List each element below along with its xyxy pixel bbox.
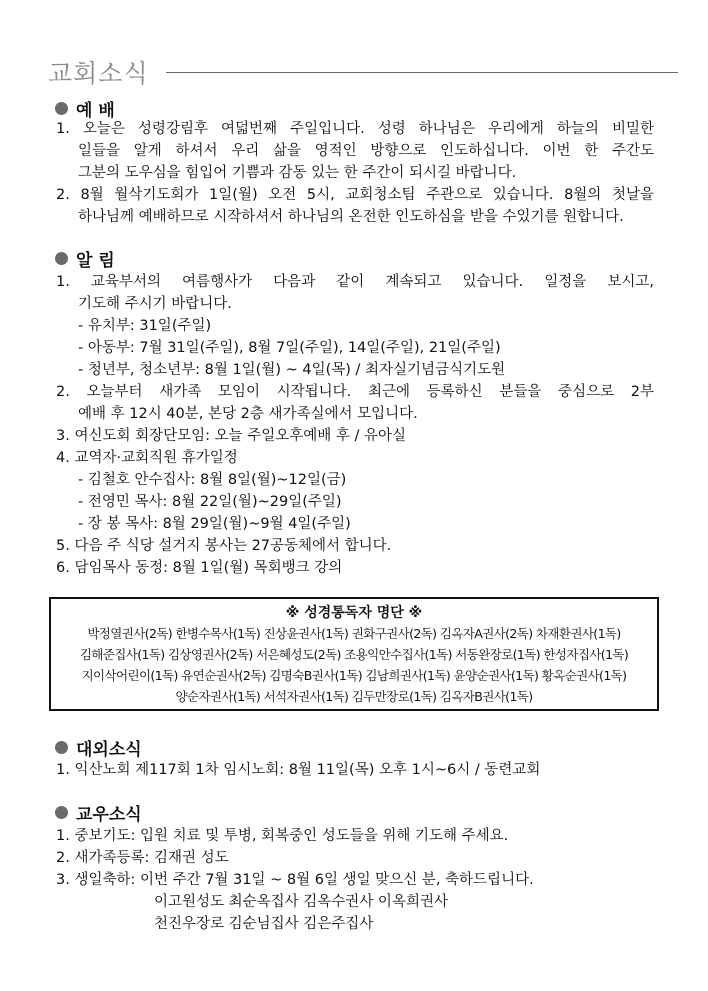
list-item: 1. 중보기도: 입원 치료 및 투병, 회복중인 성도들을 위해 기도해 주세요. [56, 828, 509, 844]
worship-list [56, 118, 654, 228]
notices-list [56, 271, 654, 579]
roster-title: ※ 성경통독자 명단 ※ [285, 605, 423, 621]
list-item: 5. 다음 주 식당 설거지 봉사는 27공동체에서 합니다. [56, 538, 392, 554]
list-item: - 전영민 목사: 8월 22일(월)~29일(주일) [78, 494, 342, 510]
list-item: 2. 새가족등록: 김재권 성도 [56, 850, 229, 866]
birthday-names: 이고원성도 최순옥집사 김옥수권사 이옥희권사 [154, 894, 448, 910]
page-title: 교회소식 [48, 59, 149, 88]
list-item: 하나님께 예배하므로 시작하셔서 하나님의 온전한 인도하심을 받을 수있기를 원합니다. [78, 209, 624, 225]
bullet-icon [55, 806, 68, 819]
list-item: - 장 봉 목사: 8월 29일(월)~9월 4일(주일) [78, 516, 351, 532]
list-item: 그분의 도우심을 힘입어 기쁨과 감동 있는 한 주간이 되시길 바랍니다. [78, 165, 517, 181]
list-item: 1. 교육부서의 여름행사가 다음과 같이 계속되고 있습니다. 일정을 보시고, [56, 274, 654, 290]
bullet-icon [55, 741, 68, 754]
list-item: 2. 오늘부터 새가족 모임이 시작됩니다. 최근에 등록하신 분들을 중심으로 2부 [56, 384, 654, 400]
header-divider [166, 72, 678, 73]
list-item: 4. 교역자·교회직원 휴가일정 [56, 450, 238, 466]
list-item: 1. 오늘은 성령강림후 여덟번째 주일입니다. 성령 하나님은 우리에게 하늘의 비밀한 [56, 121, 654, 137]
section-heading-external [55, 735, 142, 760]
list-item: 6. 담임목사 동정: 8월 1일(월) 목회뱅크 강의 [56, 560, 343, 576]
roster-row: 지이삭어린이(1독) 유연순권사(2독) 김명숙B권사(1독) 김남희권사(1독) 윤양순권사(1독) 황옥순권사(1독) [81, 668, 627, 683]
section-heading-members [55, 800, 142, 825]
list-item: - 김철호 안수집사: 8월 8일(월)~12일(금) [78, 472, 347, 488]
list-item: 일들을 알게 하셔서 우리 삶을 영적인 방향으로 인도하십니다. 이번 한 주간도 [78, 143, 654, 159]
list-item: - 청년부, 청소년부: 8월 1일(월) ~ 4일(목) / 최자실기념금식기도원 [78, 362, 506, 378]
section-title: 알 림 [76, 251, 115, 271]
roster-row: 김해준집사(1독) 김상영권사(2독) 서은혜성도(2독) 조용익안수집사(1독) 서동완장로(1독) 한성자집사(1독) [79, 647, 629, 662]
list-item: 예배 후 12시 40분, 본당 2층 새가족실에서 모입니다. [78, 406, 418, 422]
section-heading-notices [55, 246, 115, 271]
page-header [48, 52, 678, 88]
list-item: 3. 생일축하: 이번 주간 7월 31일 ~ 8월 6일 생일 맞으신 분, 축하드립니다. [56, 872, 534, 888]
list-item: 2. 8월 월삭기도회가 1일(월) 오전 5시, 교회청소팀 주관으로 있습니다. 8월의 첫날을 [56, 187, 654, 203]
section-title: 대외소식 [76, 740, 142, 760]
list-item: 3. 여신도회 회장단모임: 오늘 주일오후예배 후 / 유아실 [56, 428, 407, 444]
list-item: 1. 익산노회 제117회 1차 임시노회: 8월 11일(목) 오후 1시~6시 / 동련교회 [56, 762, 541, 778]
list-item: 기도해 주시기 바랍니다. [78, 296, 232, 312]
bullet-icon [55, 102, 68, 115]
external-list [56, 759, 654, 781]
bullet-icon [55, 252, 68, 265]
roster-row: 박정열권사(2독) 한병수목사(1독) 진상윤권사(1독) 권화구권사(2독) 김옥자A권사(2독) 차재환권사(1독) [87, 626, 621, 641]
bible-reading-roster-box [49, 597, 659, 711]
list-item: - 유치부: 31일(주일) [78, 318, 212, 334]
list-item: - 아동부: 7월 31일(주일), 8월 7일(주일), 14일(주일), 21일(주일) [78, 340, 501, 356]
birthday-names: 천진우장로 김순님집사 김은주집사 [154, 916, 374, 932]
section-title: 예 배 [76, 101, 115, 121]
section-title: 교우소식 [76, 805, 142, 825]
roster-row: 양순자권사(1독) 서석자권사(1독) 김두만장로(1독) 김옥자B권사(1독) [175, 689, 533, 704]
members-list [56, 825, 654, 935]
